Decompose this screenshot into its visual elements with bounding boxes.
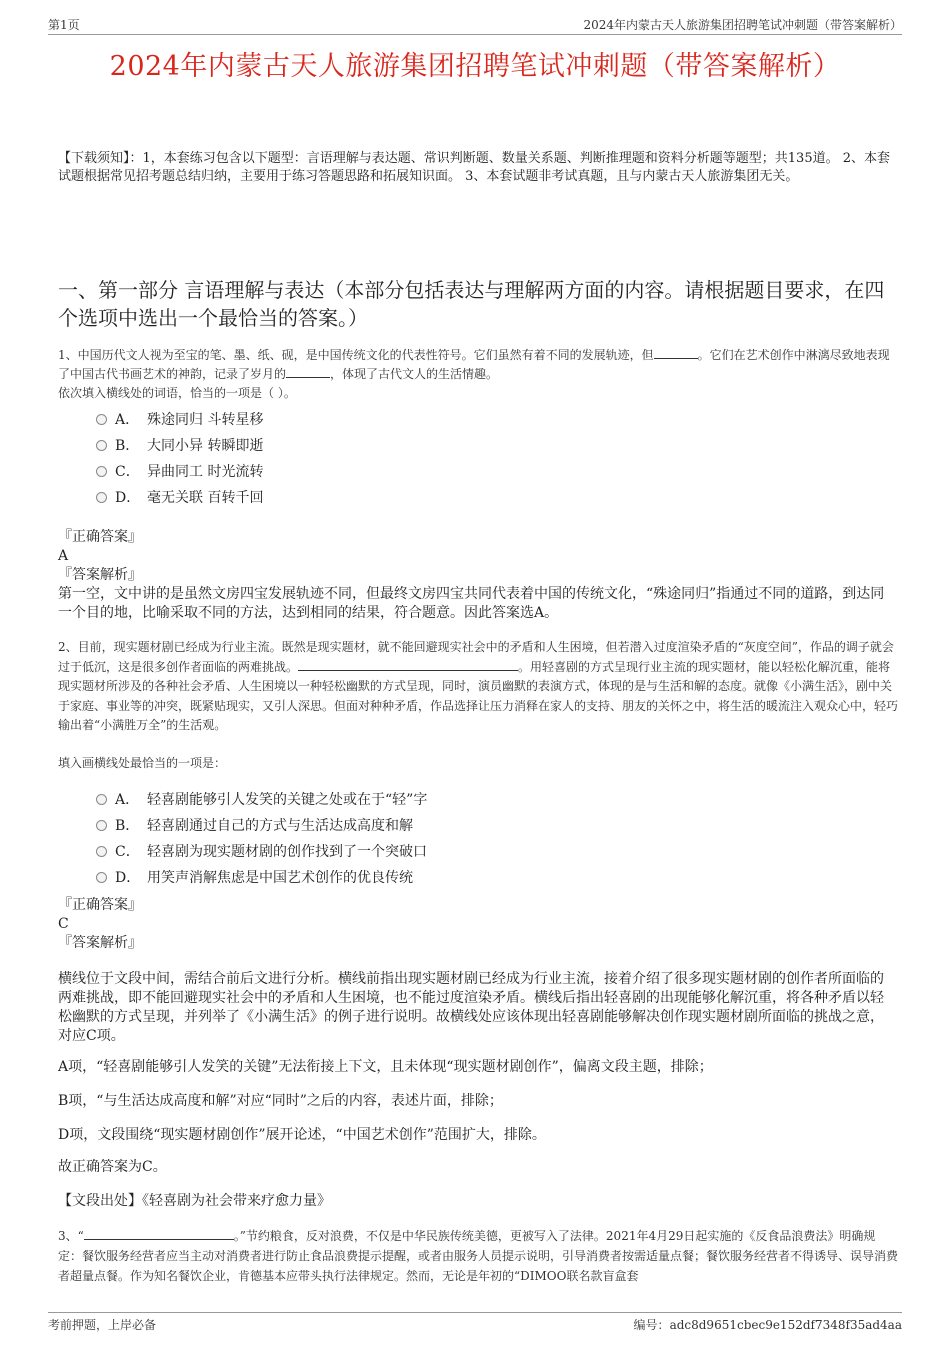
footer-slogan: 考前押题，上岸必备 <box>48 1318 157 1332</box>
q1-option-c[interactable] <box>96 458 263 484</box>
option-letter: A． <box>115 412 140 428</box>
page-number: 第1页 <box>48 18 80 32</box>
q2-options <box>96 786 427 890</box>
header-doc-title: 2024年内蒙古天人旅游集团招聘笔试冲刺题（带答案解析） <box>583 18 902 32</box>
answer-label: 『正确答案』 <box>58 529 142 545</box>
option-text: 轻喜剧为现实题材剧的创作找到了一个突破口 <box>147 844 427 860</box>
option-letter: D． <box>115 490 141 506</box>
option-letter: A． <box>115 792 140 808</box>
option-text: 轻喜剧能够引人发笑的关键之处或在于“轻”字 <box>147 792 428 808</box>
q1-blank-2 <box>286 377 330 378</box>
q1-stem-part-a: 1、中国历代文人视为至宝的笔、墨、纸、砚，是中国传统文化的代表性符号。它们虽然有着不同的发展轨迹，但 <box>58 348 654 362</box>
radio-icon[interactable] <box>96 466 107 477</box>
question-1-stem <box>58 346 898 403</box>
q2-note-a: A项，“轻喜剧能够引人发笑的关键”无法衔接上下文，且未体现“现实题材剧创作”，偏离文段主题，排除； <box>58 1059 713 1075</box>
q3-blank <box>84 1239 234 1240</box>
q2-option-a[interactable] <box>96 786 427 812</box>
q2-analysis-text: 横线位于文段中间，需结合前后文进行分析。横线前指出现实题材剧已经成为行业主流，接着介绍了很多现实题材剧的创作者所面临的两难挑战，即不能回避现实社会中的矛盾和人生困境，也不能过度渲染矛盾。横线后指出轻喜剧的出现能够化解沉重，将各种矛盾以轻松幽默的方式呈现，并列举了《小满生活》的例子进行说明。故横线处应该体现出轻喜剧能够解决创作现实题材剧所面临的挑战之意，对应C项。 <box>58 971 884 1044</box>
question-3-stem <box>58 1226 898 1286</box>
q2-source <box>58 1192 888 1211</box>
q1-stem-part-b: 。它们在艺术创作中淋漓尽致地表现了中国古代书画艺术的神韵，记录了岁月的 <box>58 348 890 381</box>
q2-blank <box>298 670 518 671</box>
q2-option-c[interactable] <box>96 838 427 864</box>
footer-code-label: 编号： <box>633 1318 670 1332</box>
section-heading: 一、第一部分 言语理解与表达（本部分包括表达与理解两方面的内容。请根据题目要求，在四个选项中选出一个最恰当的答案。） <box>58 278 885 330</box>
radio-icon[interactable] <box>96 794 107 805</box>
radio-icon[interactable] <box>96 872 107 883</box>
q1-option-b[interactable] <box>96 432 263 458</box>
option-letter: D． <box>115 870 141 886</box>
radio-icon[interactable] <box>96 820 107 831</box>
radio-icon[interactable] <box>96 414 107 425</box>
option-letter: C． <box>115 844 140 860</box>
analysis-label: 『答案解析』 <box>58 935 142 951</box>
radio-icon[interactable] <box>96 440 107 451</box>
download-notice: 【下载须知】：1，本套练习包含以下题型：言语理解与表达题、常识判断题、数量关系题、判断推理题和资料分析题等题型；共135道。 2、本套试题根据常见招考题总结归纳，主要用于练习答题思路和拓展知识面。 3、本套试题非考试真题，且与内蒙古天人旅游集团无关。 <box>58 151 890 184</box>
source-label: 【文段出处】 <box>58 1193 142 1209</box>
option-text: 毫无关联 百转千回 <box>147 490 264 506</box>
page-header <box>48 14 902 35</box>
q2-answer-block <box>58 896 888 953</box>
q2-stem-part-b: 。用轻喜剧的方式呈现行业主流的现实题材，能以轻松化解沉重，能将现实题材所涉及的各种社会矛盾、人生困境以一种轻松幽默的方式呈现，同时，演员幽默的表演方式，体现的是与生活和解的态度。就像《小满生活》，剧中关于家庭、事业等的冲突，既紧贴现实，又引人深思。但面对种种矛盾，作品选择让压力消释在家人的支持、朋友的关怀之中，将生活的暖流注入观众心中，轻巧输出着“小满胜万全”的生活观。 <box>58 659 899 732</box>
q1-stem-part-c: ，体现了古代文人的生活情趣。 <box>330 367 499 381</box>
option-letter: B． <box>115 438 140 454</box>
radio-icon[interactable] <box>96 492 107 503</box>
footer-code <box>634 1316 902 1333</box>
q2-note-d: D项，文段围绕“现实题材剧创作”展开论述，“中国艺术创作”范围扩大，排除。 <box>58 1127 546 1143</box>
source-title: 《轻喜剧为社会带来疗愈力量》 <box>142 1193 331 1209</box>
q1-option-d[interactable] <box>96 484 263 510</box>
answer-value: A <box>58 548 69 564</box>
answer-value: C <box>58 916 69 932</box>
q2-option-d[interactable] <box>96 864 427 890</box>
q1-prompt: 依次填入横线处的词语，恰当的一项是（ ）。 <box>58 386 296 400</box>
q3-stem-part-b: 。”节约粮食，反对浪费，不仅是中华民族传统美德，更被写入了法律。2021年4月29日起实施的《反食品浪费法》明确规定：餐饮服务经营者应当主动对消费者进行防止食品浪费提示提醒，或者由服务人员提示说明，引导消费者按需适量点餐；餐饮服务经营者不得诱导、误导消费者超量点餐。作为知名餐饮企业，肯德基本应带头执行法律规定。然而，无论是年初的“DIMOO联名款盲盒套 <box>58 1229 899 1283</box>
option-text: 异曲同工 时光流转 <box>147 464 264 480</box>
analysis-text: 第一空，文中讲的是虽然文房四宝发展轨迹不同，但最终文房四宝共同代表着中国的传统文化，“殊途同归”指通过不同的道路，到达同一个目的地，比喻采取不同的方法，达到相同的结果，符合题意。因此答案选A。 <box>58 586 885 621</box>
q2-stem-part-a: 2、目前，现实题材剧已经成为行业主流。既然是现实题材，就不能回避现实社会中的矛盾和人生困境，但若潜入过度渲染矛盾的“灰度空间”，作品的调子就会过于低沉，这是很多创作者面临的两难挑战。 <box>58 640 894 674</box>
option-text: 殊途同归 斗转星移 <box>147 412 264 428</box>
analysis-label: 『答案解析』 <box>58 567 142 583</box>
q1-option-a[interactable] <box>96 406 263 432</box>
option-text: 用笑声消解焦虑是中国艺术创作的优良传统 <box>147 870 413 886</box>
q1-answer-block <box>58 528 888 623</box>
q1-options <box>96 406 263 510</box>
footer-code-value: adc8d9651cbec9e152df7348f35ad4aa <box>669 1318 902 1332</box>
answer-label: 『正确答案』 <box>58 897 142 913</box>
q2-note-b: B项，“与生活达成高度和解”对应“同时”之后的内容，表述片面，排除； <box>58 1093 503 1109</box>
q1-blank-1 <box>654 358 698 359</box>
option-letter: B． <box>115 818 140 834</box>
q2-conclusion: 故正确答案为C。 <box>58 1159 167 1175</box>
q2-prompt: 填入画横线处最恰当的一项是： <box>58 756 227 770</box>
option-text: 轻喜剧通过自己的方式与生活达成高度和解 <box>147 818 413 834</box>
q3-stem-part-a: 3、“ <box>58 1229 84 1243</box>
radio-icon[interactable] <box>96 846 107 857</box>
document-title: 2024年内蒙古天人旅游集团招聘笔试冲刺题（带答案解析） <box>109 51 841 82</box>
q2-option-b[interactable] <box>96 812 427 838</box>
option-letter: C． <box>115 464 140 480</box>
page-footer <box>48 1312 902 1335</box>
option-text: 大同小异 转瞬即逝 <box>147 438 264 454</box>
question-2-stem <box>58 638 898 736</box>
